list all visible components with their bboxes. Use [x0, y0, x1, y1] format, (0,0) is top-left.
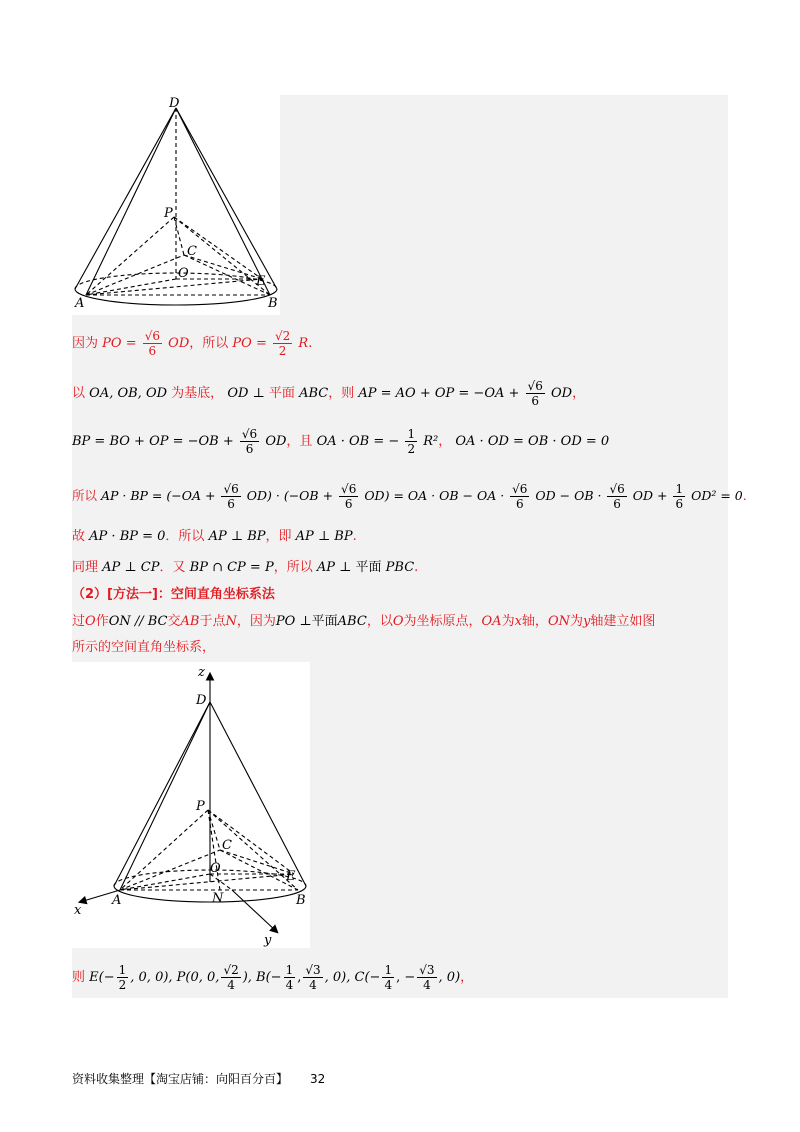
- cone-figure-2: [72, 662, 310, 948]
- text-line-4: 所以 AP · BP = (−OA + $\frac{√6}{6}$ OD) · (−OB + $\frac{√6}{6}$ OD) = OA · OB − OA · $\frac{√6}{6}$ OD − OB · $\frac{√6}{6}$ OD + $\frac{1}{6}$ OD² = 0.: [72, 482, 747, 511]
- label-N: N: [212, 891, 224, 906]
- text-line-8: 过O作ON // BC交AB于点N，因为PO ⊥平面ABC，以O为坐标原点，OA为x轴，ON为y轴建立如图: [72, 614, 656, 629]
- label-x: x: [74, 903, 82, 918]
- text-line-1: 因为 PO = $\frac{√6}{6}$ OD，所以 PO = $\frac{√2}{2}$ R.: [72, 329, 313, 358]
- label-A: A: [75, 296, 85, 311]
- text-line-5: 故 AP · BP = 0．所以 AP ⊥ BP，即 AP ⊥ BP.: [72, 529, 357, 544]
- label-P: P: [196, 799, 205, 814]
- label-O: O: [178, 266, 189, 281]
- label-A: A: [112, 893, 122, 908]
- label-P: P: [164, 206, 173, 221]
- label-B: B: [296, 893, 306, 908]
- label-E: E: [256, 274, 266, 289]
- label-D: D: [196, 693, 207, 708]
- page-number: 32: [310, 1072, 326, 1086]
- text-line-2: 以 OA, OB, OD 为基底， OD ⊥ 平面 ABC，则 AP = AO + OP = −OA + $\frac{√6}{6}$ OD，: [72, 379, 586, 408]
- label-C: C: [187, 244, 197, 259]
- cone-diagram-2: [72, 662, 310, 948]
- cone-figure-1: [72, 95, 280, 315]
- footer-source: 资料收集整理【淘宝店铺：向阳百分百】: [72, 1072, 289, 1086]
- label-D: D: [169, 96, 180, 111]
- cone-diagram-1: [72, 95, 280, 315]
- method-heading: （2）[方法一]：空间直角坐标系法: [72, 587, 275, 602]
- text-line-6: 同理 AP ⊥ CP．又 BP ∩ CP = P，所以 AP ⊥ 平面 PBC.: [72, 560, 419, 575]
- text-line-9: 所示的空间直角坐标系，: [72, 640, 216, 655]
- label-O: O: [210, 861, 221, 876]
- label-C: C: [222, 838, 232, 853]
- page-footer: [72, 1070, 325, 1087]
- label-B: B: [268, 296, 278, 311]
- text-line-10: 则 E(− $\frac{1}{2}$ , 0, 0), P(0, 0, $\frac{√2}{4}$ ), B(− $\frac{1}{4}$ , $\frac{√3}{4}$ , 0), C(− $\frac{1}{4}$ , − $\frac{√3}{4}$ , 0)，: [72, 963, 474, 992]
- label-E: E: [286, 869, 296, 884]
- label-z: z: [198, 665, 205, 680]
- text-line-3: BP = BO + OP = −OB + $\frac{√6}{6}$ OD，且 OA · OB = − $\frac{1}{2}$ R²， OA · OD = OB · OD = 0: [72, 427, 610, 456]
- label-y: y: [264, 933, 272, 948]
